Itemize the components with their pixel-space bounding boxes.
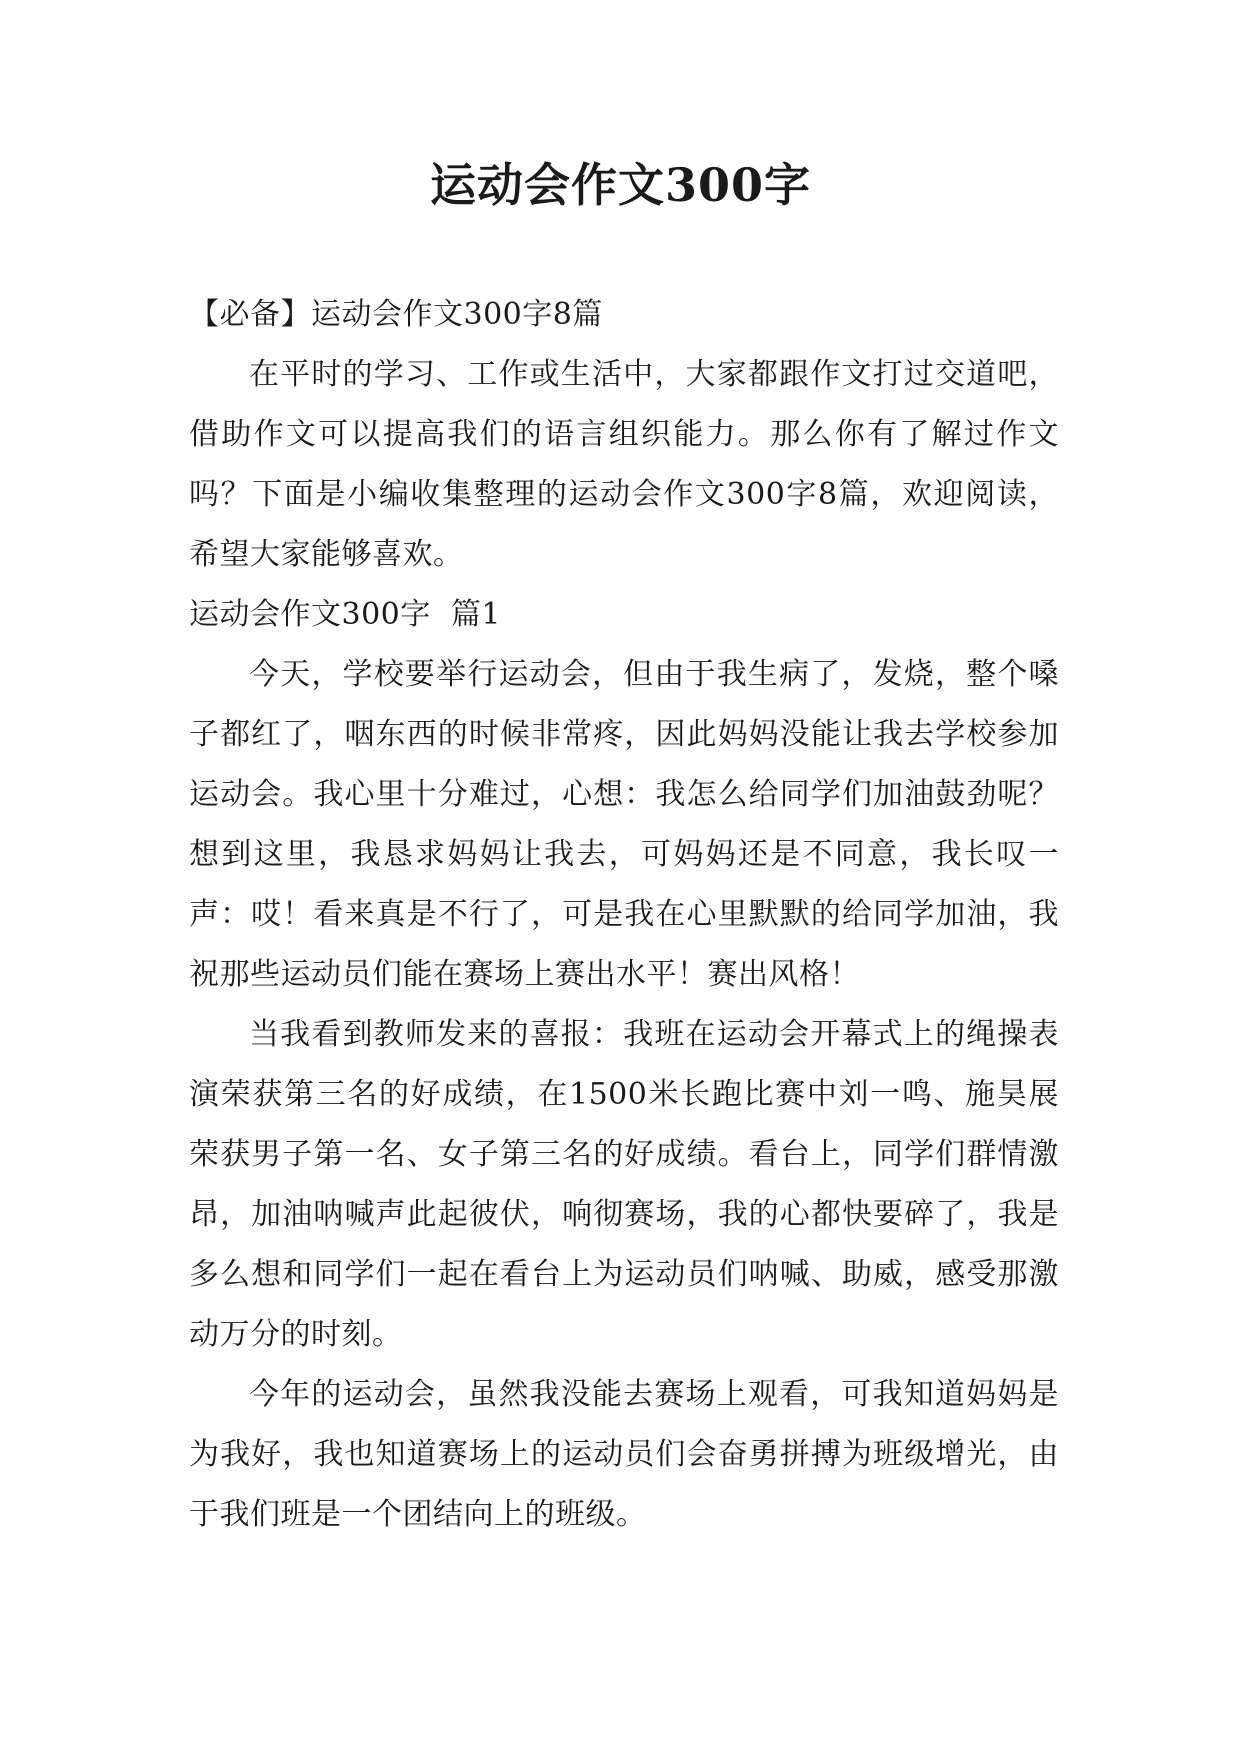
- intro-paragraph: 在平时的学习、工作或生活中，大家都跟作文打过交道吧，借助作文可以提高我们的语言组织能力。那么你有了解过作文吗？下面是小编收集整理的运动会作文300字8篇，欢迎阅读，希望大家能够喜欢。: [189, 357, 1059, 572]
- document-title: 运动会作文300字: [429, 158, 812, 212]
- document-body: [189, 285, 1059, 1545]
- body-paragraph: 当我看到教师发来的喜报：我班在运动会开幕式上的绳操表演荣获第三名的好成绩，在1500米长跑比赛中刘一鸣、施昊展荣获男子第一名、女子第三名的好成绩。看台上，同学们群情激昂，加油呐喊声此起彼伏，响彻赛场，我的心都快要碎了，我是多么想和同学们一起在看台上为运动员们呐喊、助威，感受那激动万分的时刻。: [189, 1017, 1059, 1352]
- section-heading: 运动会作文300字 篇1: [189, 597, 501, 632]
- body-paragraph: 今天，学校要举行运动会，但由于我生病了，发烧，整个嗓子都红了，咽东西的时候非常疼，因此妈妈没能让我去学校参加运动会。我心里十分难过，心想：我怎么给同学们加油鼓劲呢？想到这里，我恳求妈妈让我去，可妈妈还是不同意，我长叹一声：哎！看来真是不行了，可是我在心里默默的给同学加油，我祝那些运动员们能在赛场上赛出水平！赛出风格！: [189, 657, 1059, 992]
- document-subtitle: 【必备】运动会作文300字8篇: [189, 297, 603, 332]
- body-paragraph: 今年的运动会，虽然我没能去赛场上观看，可我知道妈妈是为我好，我也知道赛场上的运动员们会奋勇拼搏为班级增光，由于我们班是一个团结向上的班级。: [189, 1377, 1059, 1532]
